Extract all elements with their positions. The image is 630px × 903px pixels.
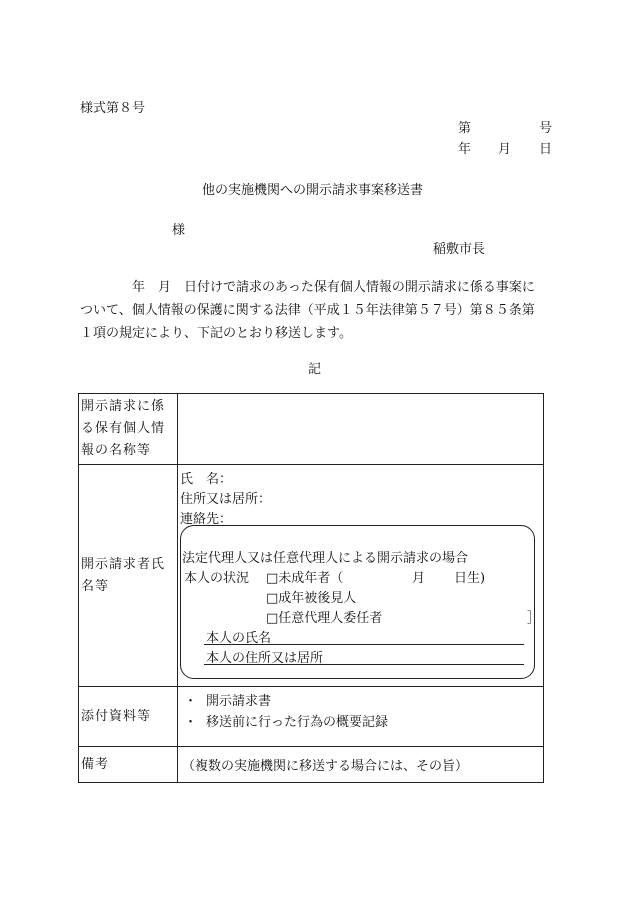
principal-address-line — [204, 664, 524, 665]
date-year: 年 — [458, 142, 472, 157]
label-line: 報の名称等 — [81, 443, 152, 458]
name-label: 氏 名： — [180, 472, 233, 487]
body-line-1: 年 月 日付けで請求のあった保有個人情報の開示請求に係る事案に — [132, 280, 535, 295]
bullet-icon: ・ — [184, 715, 198, 730]
sender-name: 稲敷市長 — [433, 242, 486, 257]
addressee-suffix: 様 — [172, 223, 186, 238]
table-row — [79, 747, 544, 783]
label-line: 開示請求に係 — [81, 399, 166, 414]
requester-value — [178, 465, 544, 687]
proxy-heading: 法定代理人又は任意代理人による開示請求の場合 — [182, 551, 469, 566]
date-day: 日 — [539, 142, 553, 157]
bullet-icon: ・ — [184, 694, 198, 709]
document-title: 他の実施機関への開示請求事案移送書 — [202, 183, 424, 198]
option-minor-day: 日生) — [454, 571, 486, 586]
remarks-label: 備考 — [79, 747, 178, 783]
remarks-value: （複数の実施機関に移送する場合には、その旨） — [178, 747, 544, 783]
date-month: 月 — [498, 142, 512, 157]
principal-name-line — [204, 644, 524, 645]
doc-number-suffix: 号 — [539, 121, 553, 136]
body-text — [80, 276, 550, 345]
body-line-3: １項の規定により、下記のとおり移送します。 — [80, 326, 352, 341]
close-bracket: ］ — [527, 611, 541, 626]
form-number: 様式第８号 — [80, 101, 146, 116]
table-row — [79, 687, 544, 747]
body-line-2: ついて、個人情報の保護に関する法律（平成１５年法律第５７号）第８５条第 — [80, 303, 535, 318]
option-minor-month: 月 — [412, 571, 426, 586]
info-name-value — [178, 394, 544, 465]
principal-name-label: 本人の氏名 — [206, 631, 272, 646]
address-label: 住所又は居所： — [180, 492, 272, 507]
transfer-table — [78, 393, 544, 783]
label-line: る保有個人情 — [81, 421, 166, 436]
contact-label: 連絡先： — [180, 512, 233, 527]
attachments-label: 添付資料等 — [79, 687, 178, 747]
table-row — [79, 394, 544, 465]
principal-address-label: 本人の住所又は居所 — [206, 651, 324, 666]
attachment-item: 開示請求書 — [206, 694, 272, 709]
option-adult-ward: □成年被後見人 — [266, 591, 357, 606]
option-voluntary: □任意代理人委任者 — [266, 611, 383, 626]
status-label: 本人の状況 — [184, 571, 250, 586]
label-line: 名等 — [81, 578, 110, 594]
option-minor: □未成年者（ — [266, 571, 344, 586]
table-row — [79, 465, 544, 687]
label-line: 開示請求者氏 — [81, 556, 166, 572]
info-name-label — [79, 394, 178, 465]
ki-heading: 記 — [308, 362, 322, 377]
doc-number-prefix: 第 — [458, 121, 472, 136]
attachment-item: 移送前に行った行為の概要記録 — [206, 715, 389, 730]
attachments-value — [178, 687, 544, 747]
requester-label — [79, 465, 178, 687]
